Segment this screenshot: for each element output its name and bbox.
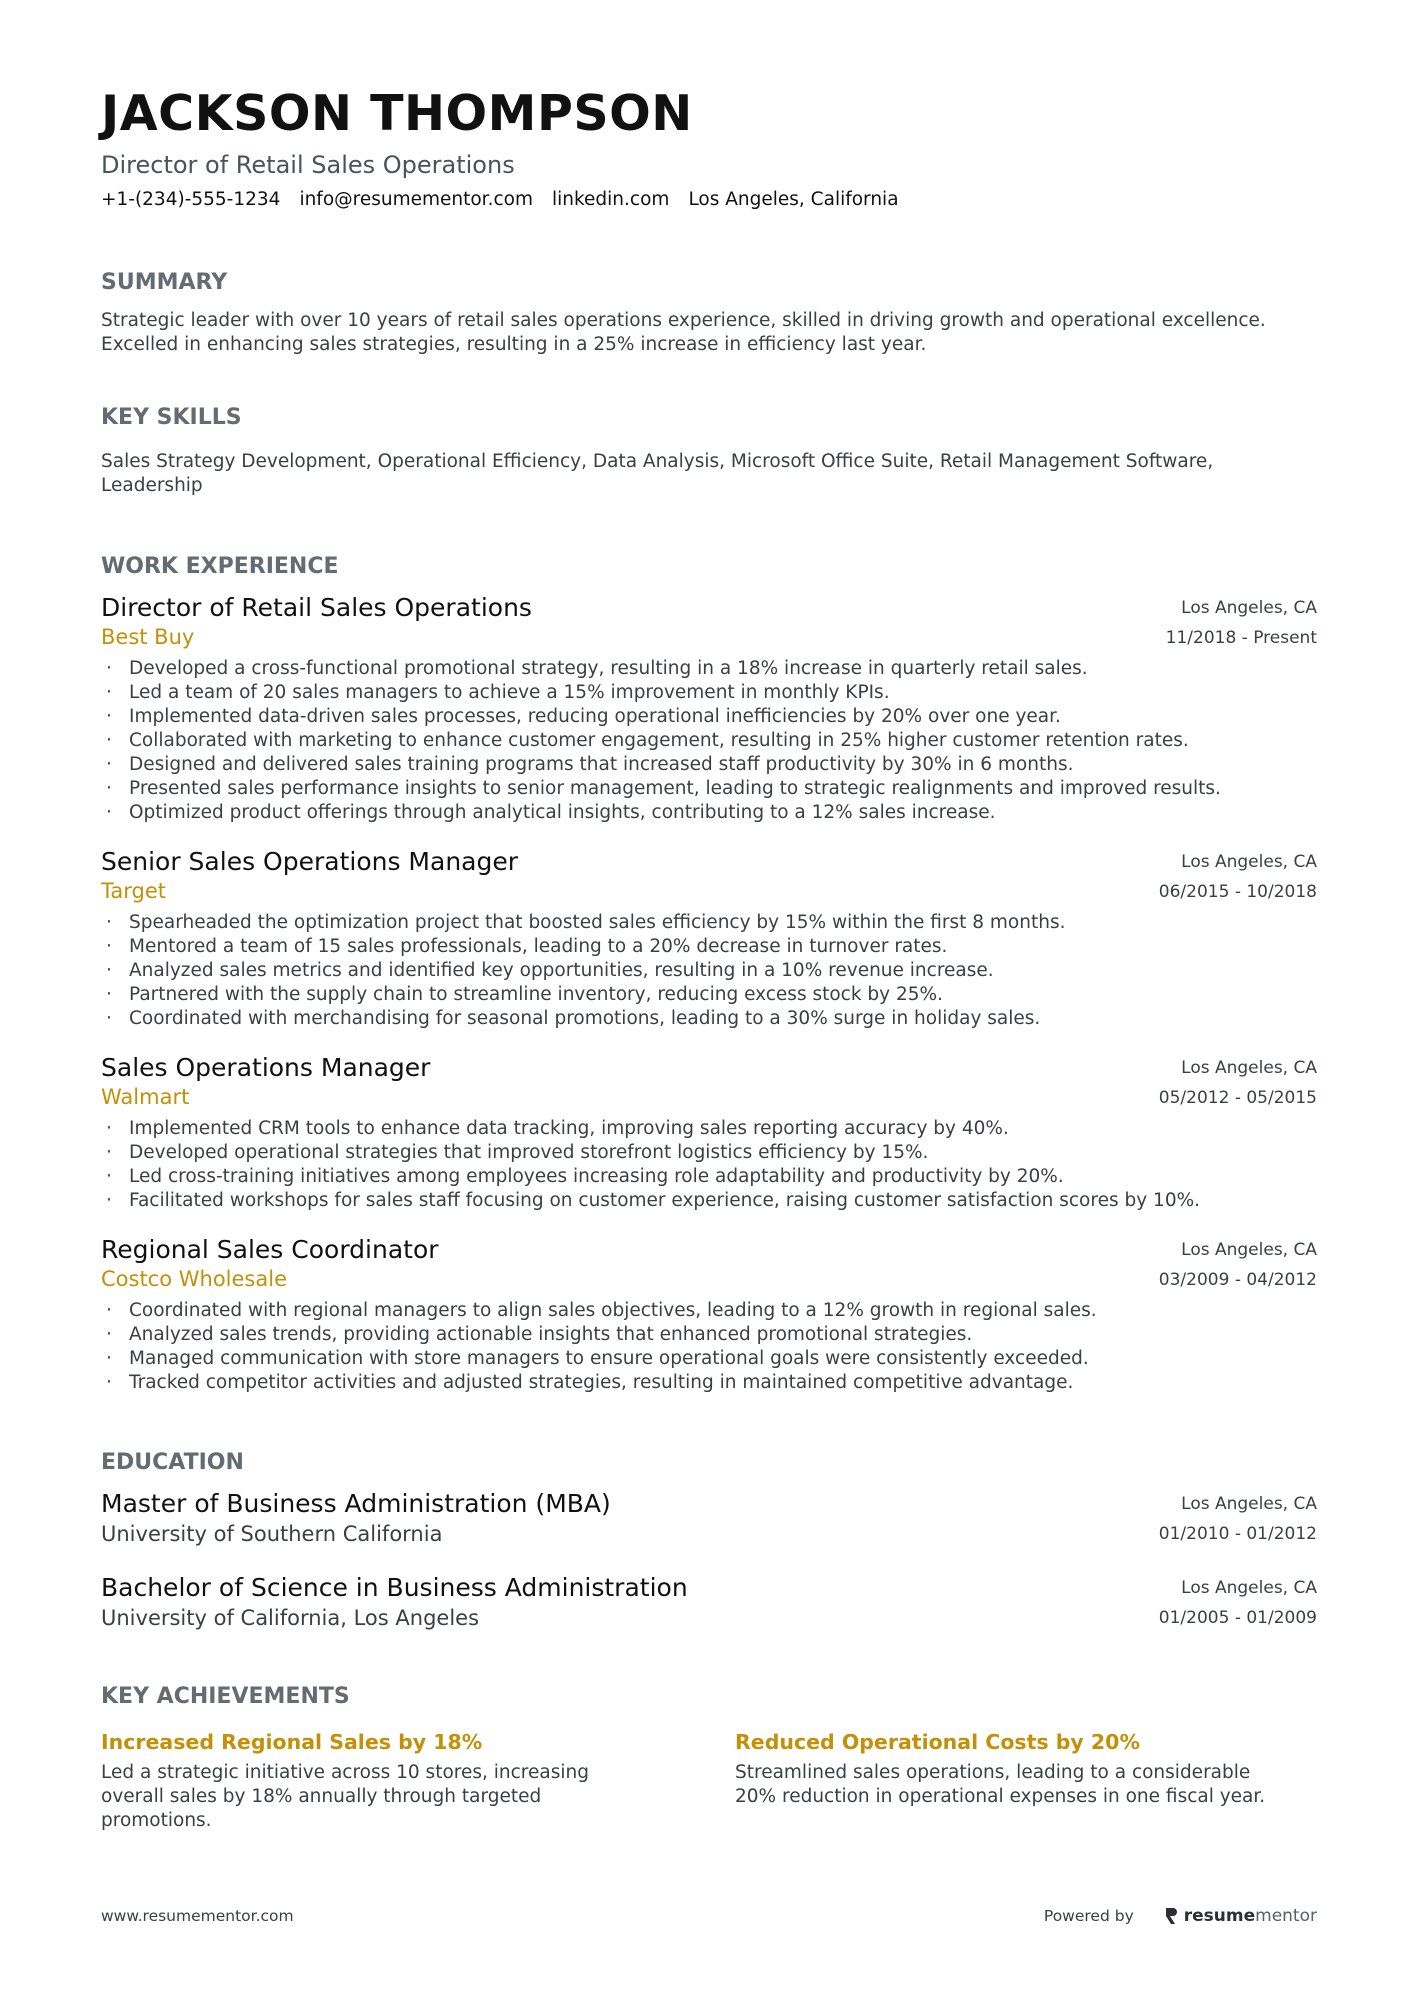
job-location: Los Angeles, CA bbox=[1181, 852, 1317, 872]
education-location: Los Angeles, CA bbox=[1181, 1578, 1317, 1598]
list-item: · Coordinated with regional managers to align sales objectives, leading to a 12% growth in regional sales. bbox=[101, 1299, 1317, 1323]
degree-title: Master of Business Administration (MBA) bbox=[101, 1489, 611, 1518]
list-item: · Implemented data-driven sales processes, reducing operational inefficiencies by 20% over one year. bbox=[101, 705, 1317, 729]
website-link[interactable]: www.resumementor.com bbox=[101, 1907, 294, 1925]
job-dates: 05/2012 - 05/2015 bbox=[1158, 1088, 1317, 1108]
list-item: · Partnered with the supply chain to streamline inventory, reducing excess stock by 25%. bbox=[101, 983, 1317, 1007]
brand-name-bold: resume bbox=[1183, 1906, 1256, 1926]
education-dates: 01/2010 - 01/2012 bbox=[1158, 1524, 1317, 1544]
job-entry bbox=[101, 1053, 1317, 1213]
job-bullets bbox=[101, 911, 1317, 1031]
degree-title: Bachelor of Science in Business Administration bbox=[101, 1573, 688, 1602]
list-item: · Presented sales performance insights to senior management, leading to strategic realignments and improved results. bbox=[101, 777, 1317, 801]
achievement-item bbox=[101, 1729, 655, 1833]
job-entry bbox=[101, 847, 1317, 1031]
school-name: University of Southern California bbox=[101, 1522, 443, 1546]
section-heading: SUMMARY bbox=[101, 270, 228, 295]
list-item: · Coordinated with merchandising for seasonal promotions, leading to a 30% surge in holiday sales. bbox=[101, 1007, 1317, 1031]
job-title: Senior Sales Operations Manager bbox=[101, 847, 519, 876]
powered-by-label: Powered by bbox=[1043, 1907, 1134, 1925]
section-heading: KEY ACHIEVEMENTS bbox=[101, 1684, 350, 1709]
resume-header bbox=[101, 84, 1317, 212]
education-entry bbox=[101, 1489, 1317, 1549]
resumementor-logo-icon bbox=[1164, 1906, 1178, 1926]
list-item: · Led a team of 20 sales managers to achieve a 15% improvement in monthly KPIs. bbox=[101, 681, 1317, 705]
powered-by bbox=[1044, 1906, 1317, 1926]
list-item: · Designed and delivered sales training programs that increased staff productivity by 30% in 6 months. bbox=[101, 753, 1317, 777]
candidate-title: Director of Retail Sales Operations bbox=[101, 151, 515, 179]
achievement-desc: Led a strategic initiative across 10 stores, increasing overall sales by 18% annually through targeted promotions. bbox=[101, 1762, 589, 1831]
contact-line bbox=[101, 188, 1317, 212]
list-item: · Analyzed sales metrics and identified key opportunities, resulting in a 10% revenue increase. bbox=[101, 959, 1317, 983]
list-item: · Tracked competitor activities and adjusted strategies, resulting in maintained competitive advantage. bbox=[101, 1371, 1317, 1395]
contact-email: info@resumementor.com bbox=[299, 189, 533, 210]
job-entry bbox=[101, 593, 1317, 825]
list-item: · Implemented CRM tools to enhance data tracking, improving sales reporting accuracy by 40%. bbox=[101, 1117, 1317, 1141]
list-item: · Led cross-training initiatives among employees increasing role adaptability and productivity by 20%. bbox=[101, 1165, 1317, 1189]
education-dates: 01/2005 - 01/2009 bbox=[1158, 1608, 1317, 1628]
contact-linkedin: linkedin.com bbox=[551, 189, 670, 210]
page-footer bbox=[101, 1906, 1317, 1926]
list-item: · Facilitated workshops for sales staff focusing on customer experience, raising customer satisfaction scores by 10%. bbox=[101, 1189, 1317, 1213]
job-bullets bbox=[101, 1299, 1317, 1395]
contact-phone: +1-(234)-555-1234 bbox=[101, 189, 281, 210]
education-location: Los Angeles, CA bbox=[1181, 1494, 1317, 1514]
list-item: · Mentored a team of 15 sales professionals, leading to a 20% decrease in turnover rates. bbox=[101, 935, 1317, 959]
school-name: University of California, Los Angeles bbox=[101, 1606, 480, 1630]
list-item: · Collaborated with marketing to enhance customer engagement, resulting in 25% higher customer retention rates. bbox=[101, 729, 1317, 753]
brand-name-light: mentor bbox=[1255, 1906, 1317, 1926]
summary-text: Strategic leader with over 10 years of retail sales operations experience, skilled in driving growth and operational excellence. Excelled in enhancing sales strategies, resulting in a 25% increase in efficiency last year. bbox=[101, 310, 1266, 355]
job-location: Los Angeles, CA bbox=[1181, 598, 1317, 618]
section-heading: WORK EXPERIENCE bbox=[101, 554, 339, 579]
skills-section bbox=[101, 404, 1317, 498]
education-section bbox=[101, 1449, 1317, 1633]
achievement-title: Increased Regional Sales by 18% bbox=[101, 1730, 483, 1754]
list-item: · Spearheaded the optimization project that boosted sales efficiency by 15% within the first 8 months. bbox=[101, 911, 1317, 935]
list-item: · Optimized product offerings through analytical insights, contributing to a 12% sales increase. bbox=[101, 801, 1317, 825]
contact-location: Los Angeles, California bbox=[688, 189, 899, 210]
section-heading: KEY SKILLS bbox=[101, 405, 242, 430]
job-location: Los Angeles, CA bbox=[1181, 1240, 1317, 1260]
achievement-desc: Streamlined sales operations, leading to a considerable 20% reduction in operational expenses in one fiscal year. bbox=[735, 1762, 1266, 1807]
achievements-section bbox=[101, 1683, 1317, 1833]
list-item: · Analyzed sales trends, providing actionable insights that enhanced promotional strategies. bbox=[101, 1323, 1317, 1347]
brand-logo[interactable] bbox=[1164, 1906, 1317, 1926]
job-dates: 11/2018 - Present bbox=[1165, 628, 1317, 648]
list-item: · Developed operational strategies that improved storefront logistics efficiency by 15%. bbox=[101, 1141, 1317, 1165]
achievement-title: Reduced Operational Costs by 20% bbox=[735, 1730, 1140, 1754]
job-dates: 03/2009 - 04/2012 bbox=[1158, 1270, 1317, 1290]
section-heading: EDUCATION bbox=[101, 1450, 244, 1475]
job-title: Regional Sales Coordinator bbox=[101, 1235, 439, 1264]
list-item: · Managed communication with store managers to ensure operational goals were consistently exceeded. bbox=[101, 1347, 1317, 1371]
resume-page bbox=[101, 84, 1317, 1833]
summary-section bbox=[101, 269, 1317, 357]
job-title: Director of Retail Sales Operations bbox=[101, 593, 532, 622]
job-company: Costco Wholesale bbox=[101, 1267, 287, 1291]
job-bullets bbox=[101, 657, 1317, 825]
list-item: · Developed a cross-functional promotional strategy, resulting in a 18% increase in quarterly retail sales. bbox=[101, 657, 1317, 681]
job-company: Target bbox=[101, 879, 166, 903]
achievement-item bbox=[735, 1729, 1289, 1833]
job-location: Los Angeles, CA bbox=[1181, 1058, 1317, 1078]
job-dates: 06/2015 - 10/2018 bbox=[1158, 882, 1317, 902]
job-company: Best Buy bbox=[101, 625, 195, 649]
skills-text: Sales Strategy Development, Operational Efficiency, Data Analysis, Microsoft Office Suite, Retail Management Software, Leadership bbox=[101, 451, 1214, 496]
job-company: Walmart bbox=[101, 1085, 190, 1109]
job-entry bbox=[101, 1235, 1317, 1395]
job-bullets bbox=[101, 1117, 1317, 1213]
job-title: Sales Operations Manager bbox=[101, 1053, 431, 1082]
candidate-name: JACKSON THOMPSON bbox=[101, 85, 693, 142]
education-entry bbox=[101, 1573, 1317, 1633]
work-experience-section bbox=[101, 553, 1317, 1395]
